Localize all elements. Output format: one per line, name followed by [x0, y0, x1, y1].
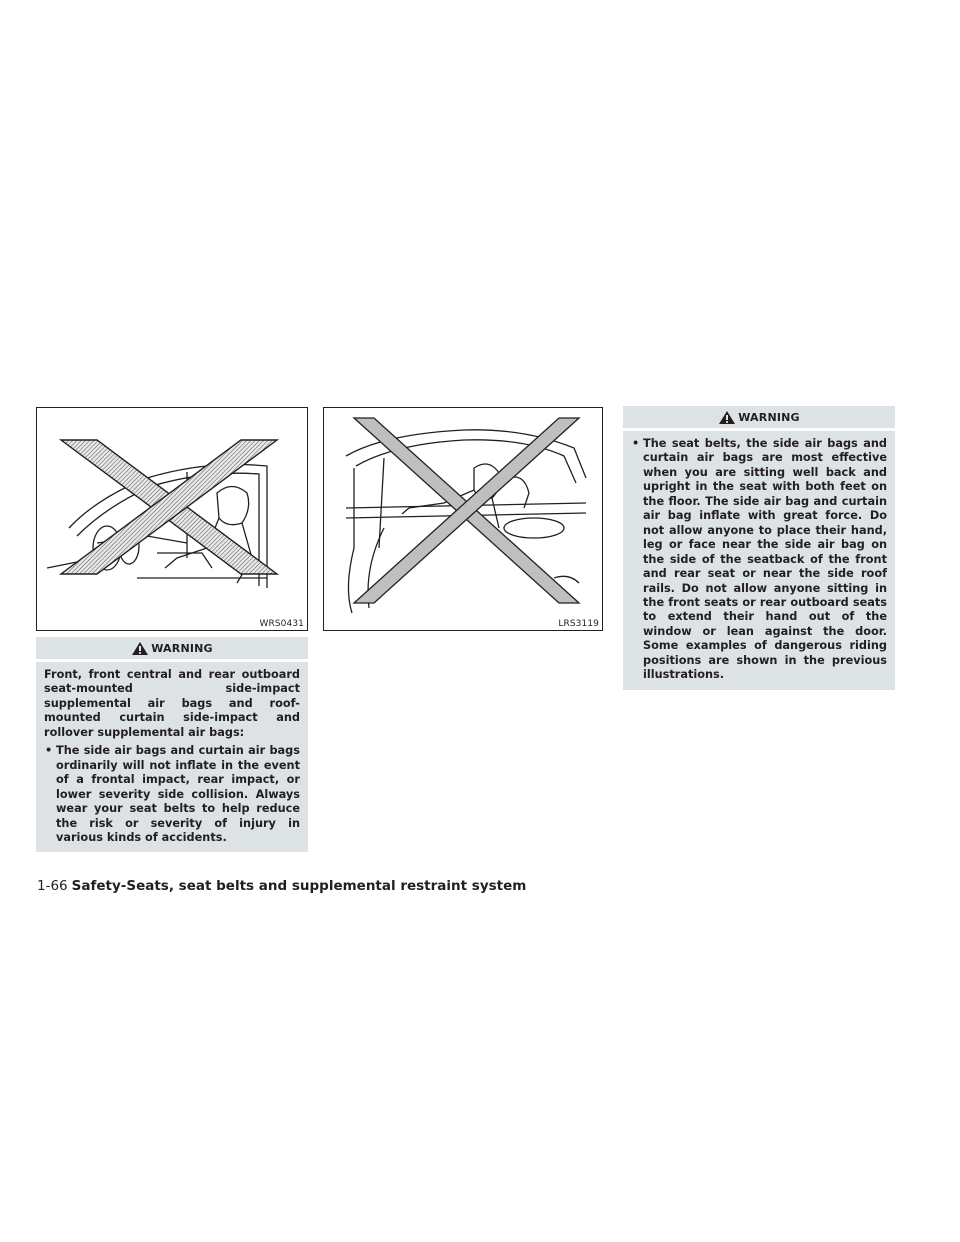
warning-bullet [631, 437, 887, 683]
warning-heading-text: WARNING [738, 410, 800, 424]
warning-box-left [36, 637, 308, 852]
page-number: 1-66 [37, 878, 68, 894]
bullet-mark: • [45, 744, 53, 758]
warning-heading [36, 637, 308, 659]
airbag-hazard-illustration-1 [37, 408, 308, 631]
warning-intro: Front, front central and rear outboard seat-mounted side-impact supplemental air bags and roof-mounted curtain side-impact and rollover supplemental air bags: [44, 668, 300, 739]
figure-code: LRS3119 [558, 619, 599, 629]
figure-code: WRS0431 [259, 619, 304, 629]
warning-heading [623, 406, 895, 428]
warning-bullet-text: The seat belts, the side air bags and curtain air bags are most effective when you are sitting well back and upright in the seat with both feet on the floor. The side air bag and curtain air bag inflate with great force. Do not allow anyone to place their hand, leg or face near the side air bag on the side of the seatback of the front and rear seat or near the side roof rails. Do not allow anyone sitting in the front seats or rear outboard seats to extend their hand out of the window or lean against the door. Some examples of dangerous riding positions are shown in the previous illustrations. [643, 437, 887, 682]
warning-bullet-text: The side air bags and curtain air bags ordinarily will not inflate in the event of a frontal impact, rear impact, or lower severity side collision. Always wear your seat belts to help reduce the risk or severity of injury in various kinds of accidents. [56, 744, 300, 844]
warning-bullet [44, 744, 300, 845]
warning-triangle-icon [718, 410, 736, 425]
bullet-mark: • [632, 437, 640, 450]
warning-heading-text: WARNING [151, 641, 213, 655]
page-footer [37, 878, 526, 894]
x-overlay [354, 418, 579, 603]
illustration-driver-near-door [36, 407, 308, 631]
warning-triangle-icon [131, 641, 149, 656]
airbag-hazard-illustration-2 [324, 408, 603, 631]
section-title: Safety-Seats, seat belts and supplemental restraint system [71, 878, 527, 894]
warning-box-right [623, 406, 895, 690]
illustration-passenger-arm-window [323, 407, 603, 631]
